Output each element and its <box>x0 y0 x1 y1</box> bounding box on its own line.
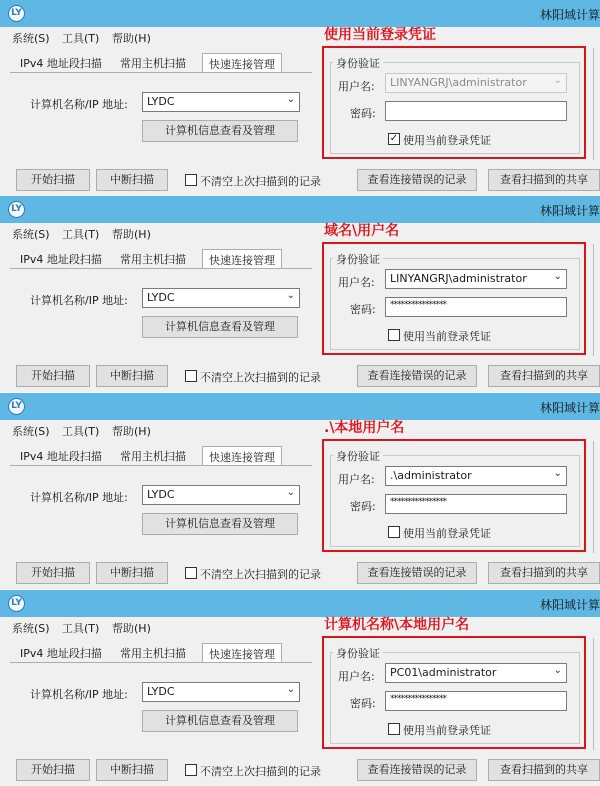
view-error-log-button[interactable]: 查看连接错误的记录 <box>357 365 477 387</box>
tab-common-hosts[interactable]: 常用主机扫描 <box>120 647 186 660</box>
start-scan-button[interactable]: 开始扫描 <box>16 169 90 191</box>
computer-name-combobox[interactable] <box>142 92 300 112</box>
username-label: 用户名: <box>338 276 375 289</box>
keep-records-checkbox[interactable] <box>185 370 197 382</box>
start-scan-button[interactable]: 开始扫描 <box>16 562 90 584</box>
stop-scan-button[interactable]: 中断扫描 <box>96 169 168 191</box>
computer-name-combobox[interactable] <box>142 485 300 505</box>
menu-bar <box>0 27 600 47</box>
keep-records-label: 不清空上次扫描到的记录 <box>200 568 321 581</box>
menu-bar <box>0 420 600 440</box>
start-scan-button[interactable]: 开始扫描 <box>16 365 90 387</box>
app-logo-icon: LY <box>8 595 25 612</box>
stop-scan-button[interactable]: 中断扫描 <box>96 365 168 387</box>
use-current-credentials-label: 使用当前登录凭证 <box>403 724 491 737</box>
right-pane-edge <box>593 48 600 160</box>
computer-name-value: LYDC <box>147 95 175 108</box>
password-label: 密码: <box>350 697 376 710</box>
highlight-box <box>322 439 586 552</box>
computer-name-label: 计算机名称/IP 地址: <box>30 294 128 307</box>
menu-system[interactable]: 系统(S) <box>12 622 50 635</box>
computer-info-button[interactable]: 计算机信息查看及管理 <box>142 710 298 732</box>
highlight-box <box>322 46 586 159</box>
tab-ipv4-scan[interactable]: IPv4 地址段扫描 <box>20 647 102 660</box>
username-value: LINYANGRJ\administrator <box>390 76 527 89</box>
annotation-label: 域名\用户名 <box>324 223 400 239</box>
view-shares-button[interactable]: 查看扫描到的共享 <box>488 562 600 584</box>
menu-help[interactable]: 帮助(H) <box>112 32 151 45</box>
chevron-down-icon[interactable]: ⌄ <box>286 94 295 105</box>
window-title: 林阳域计算 <box>539 598 600 612</box>
tab-strip-divider <box>10 465 312 466</box>
use-current-credentials-label: 使用当前登录凭证 <box>403 134 491 147</box>
tab-common-hosts[interactable]: 常用主机扫描 <box>120 57 186 70</box>
computer-name-value: LYDC <box>147 685 175 698</box>
computer-info-button[interactable]: 计算机信息查看及管理 <box>142 120 298 142</box>
computer-name-label: 计算机名称/IP 地址: <box>30 98 128 111</box>
view-error-log-button[interactable]: 查看连接错误的记录 <box>357 759 477 781</box>
computer-name-value: LYDC <box>147 291 175 304</box>
app-logo-icon: LY <box>8 5 25 22</box>
tab-quick-connect[interactable]: 快速连接管理 <box>202 53 282 72</box>
window-title: 林阳域计算 <box>539 401 600 415</box>
keep-records-label: 不清空上次扫描到的记录 <box>200 765 321 778</box>
annotation-label: .\本地用户名 <box>324 420 405 436</box>
password-field[interactable]: **************** <box>385 494 567 514</box>
menu-tools[interactable]: 工具(T) <box>62 228 100 241</box>
tab-strip-divider <box>10 662 312 663</box>
app-window-panel <box>0 196 600 392</box>
use-current-credentials-label: 使用当前登录凭证 <box>403 527 491 540</box>
start-scan-button[interactable]: 开始扫描 <box>16 759 90 781</box>
menu-help[interactable]: 帮助(H) <box>112 425 151 438</box>
username-label: 用户名: <box>338 473 375 486</box>
menu-bar <box>0 223 600 243</box>
view-shares-button[interactable]: 查看扫描到的共享 <box>488 759 600 781</box>
chevron-down-icon[interactable]: ⌄ <box>553 468 562 479</box>
menu-tools[interactable]: 工具(T) <box>62 32 100 45</box>
chevron-down-icon[interactable]: ⌄ <box>286 290 295 301</box>
menu-help[interactable]: 帮助(H) <box>112 622 151 635</box>
username-value: LINYANGRJ\administrator <box>390 272 527 285</box>
username-label: 用户名: <box>338 80 375 93</box>
username-value: .\administrator <box>390 469 472 482</box>
tab-quick-connect[interactable]: 快速连接管理 <box>202 643 282 662</box>
menu-tools[interactable]: 工具(T) <box>62 425 100 438</box>
menu-system[interactable]: 系统(S) <box>12 425 50 438</box>
tab-ipv4-scan[interactable]: IPv4 地址段扫描 <box>20 450 102 463</box>
password-label: 密码: <box>350 500 376 513</box>
menu-bar <box>0 617 600 637</box>
tab-quick-connect[interactable]: 快速连接管理 <box>202 249 282 268</box>
app-logo-icon: LY <box>8 201 25 218</box>
computer-name-combobox[interactable] <box>142 682 300 702</box>
chevron-down-icon[interactable]: ⌄ <box>286 487 295 498</box>
computer-name-value: LYDC <box>147 488 175 501</box>
app-window-panel <box>0 0 600 196</box>
right-pane-edge <box>593 441 600 553</box>
tab-common-hosts[interactable]: 常用主机扫描 <box>120 253 186 266</box>
stop-scan-button[interactable]: 中断扫描 <box>96 759 168 781</box>
app-window-panel <box>0 393 600 589</box>
tab-strip-divider <box>10 268 312 269</box>
tab-ipv4-scan[interactable]: IPv4 地址段扫描 <box>20 253 102 266</box>
chevron-down-icon[interactable]: ⌄ <box>553 271 562 282</box>
keep-records-label: 不清空上次扫描到的记录 <box>200 175 321 188</box>
annotation-label: 计算机名称\本地用户名 <box>324 617 470 633</box>
app-window-panel <box>0 590 600 786</box>
password-field[interactable]: **************** <box>385 691 567 711</box>
highlight-box <box>322 242 586 355</box>
computer-name-combobox[interactable] <box>142 288 300 308</box>
menu-help[interactable]: 帮助(H) <box>112 228 151 241</box>
app-logo-icon: LY <box>8 398 25 415</box>
title-bar <box>0 393 600 420</box>
password-label: 密码: <box>350 107 376 120</box>
computer-name-label: 计算机名称/IP 地址: <box>30 688 128 701</box>
chevron-down-icon[interactable]: ⌄ <box>286 684 295 695</box>
computer-name-label: 计算机名称/IP 地址: <box>30 491 128 504</box>
tab-quick-connect[interactable]: 快速连接管理 <box>202 446 282 465</box>
auth-group-title: 身份验证 <box>333 448 383 464</box>
tab-common-hosts[interactable]: 常用主机扫描 <box>120 450 186 463</box>
title-bar <box>0 590 600 617</box>
title-bar <box>0 196 600 223</box>
view-shares-button[interactable]: 查看扫描到的共享 <box>488 169 600 191</box>
keep-records-checkbox[interactable] <box>185 567 197 579</box>
username-value: PC01\administrator <box>390 666 497 679</box>
tab-strip-divider <box>10 72 312 73</box>
view-error-log-button[interactable]: 查看连接错误的记录 <box>357 169 477 191</box>
right-pane-edge <box>593 244 600 356</box>
auth-group-title: 身份验证 <box>333 55 383 71</box>
menu-system[interactable]: 系统(S) <box>12 32 50 45</box>
computer-info-button[interactable]: 计算机信息查看及管理 <box>142 316 298 338</box>
view-shares-button[interactable]: 查看扫描到的共享 <box>488 365 600 387</box>
use-current-credentials-label: 使用当前登录凭证 <box>403 330 491 343</box>
stop-scan-button[interactable]: 中断扫描 <box>96 562 168 584</box>
title-bar <box>0 0 600 27</box>
chevron-down-icon[interactable]: ⌄ <box>553 75 562 86</box>
keep-records-label: 不清空上次扫描到的记录 <box>200 371 321 384</box>
right-pane-edge <box>593 638 600 750</box>
keep-records-checkbox[interactable] <box>185 174 197 186</box>
window-title: 林阳域计算 <box>539 8 600 22</box>
password-field[interactable]: **************** <box>385 297 567 317</box>
checkmark-icon: ✓ <box>389 133 399 144</box>
annotation-label: 使用当前登录凭证 <box>324 27 436 43</box>
view-error-log-button[interactable]: 查看连接错误的记录 <box>357 562 477 584</box>
menu-system[interactable]: 系统(S) <box>12 228 50 241</box>
username-label: 用户名: <box>338 670 375 683</box>
window-title: 林阳域计算 <box>539 204 600 218</box>
tab-ipv4-scan[interactable]: IPv4 地址段扫描 <box>20 57 102 70</box>
auth-group-title: 身份验证 <box>333 645 383 661</box>
chevron-down-icon[interactable]: ⌄ <box>553 665 562 676</box>
highlight-box <box>322 636 586 749</box>
menu-tools[interactable]: 工具(T) <box>62 622 100 635</box>
password-label: 密码: <box>350 303 376 316</box>
computer-info-button[interactable]: 计算机信息查看及管理 <box>142 513 298 535</box>
auth-group-title: 身份验证 <box>333 251 383 267</box>
keep-records-checkbox[interactable] <box>185 764 197 776</box>
